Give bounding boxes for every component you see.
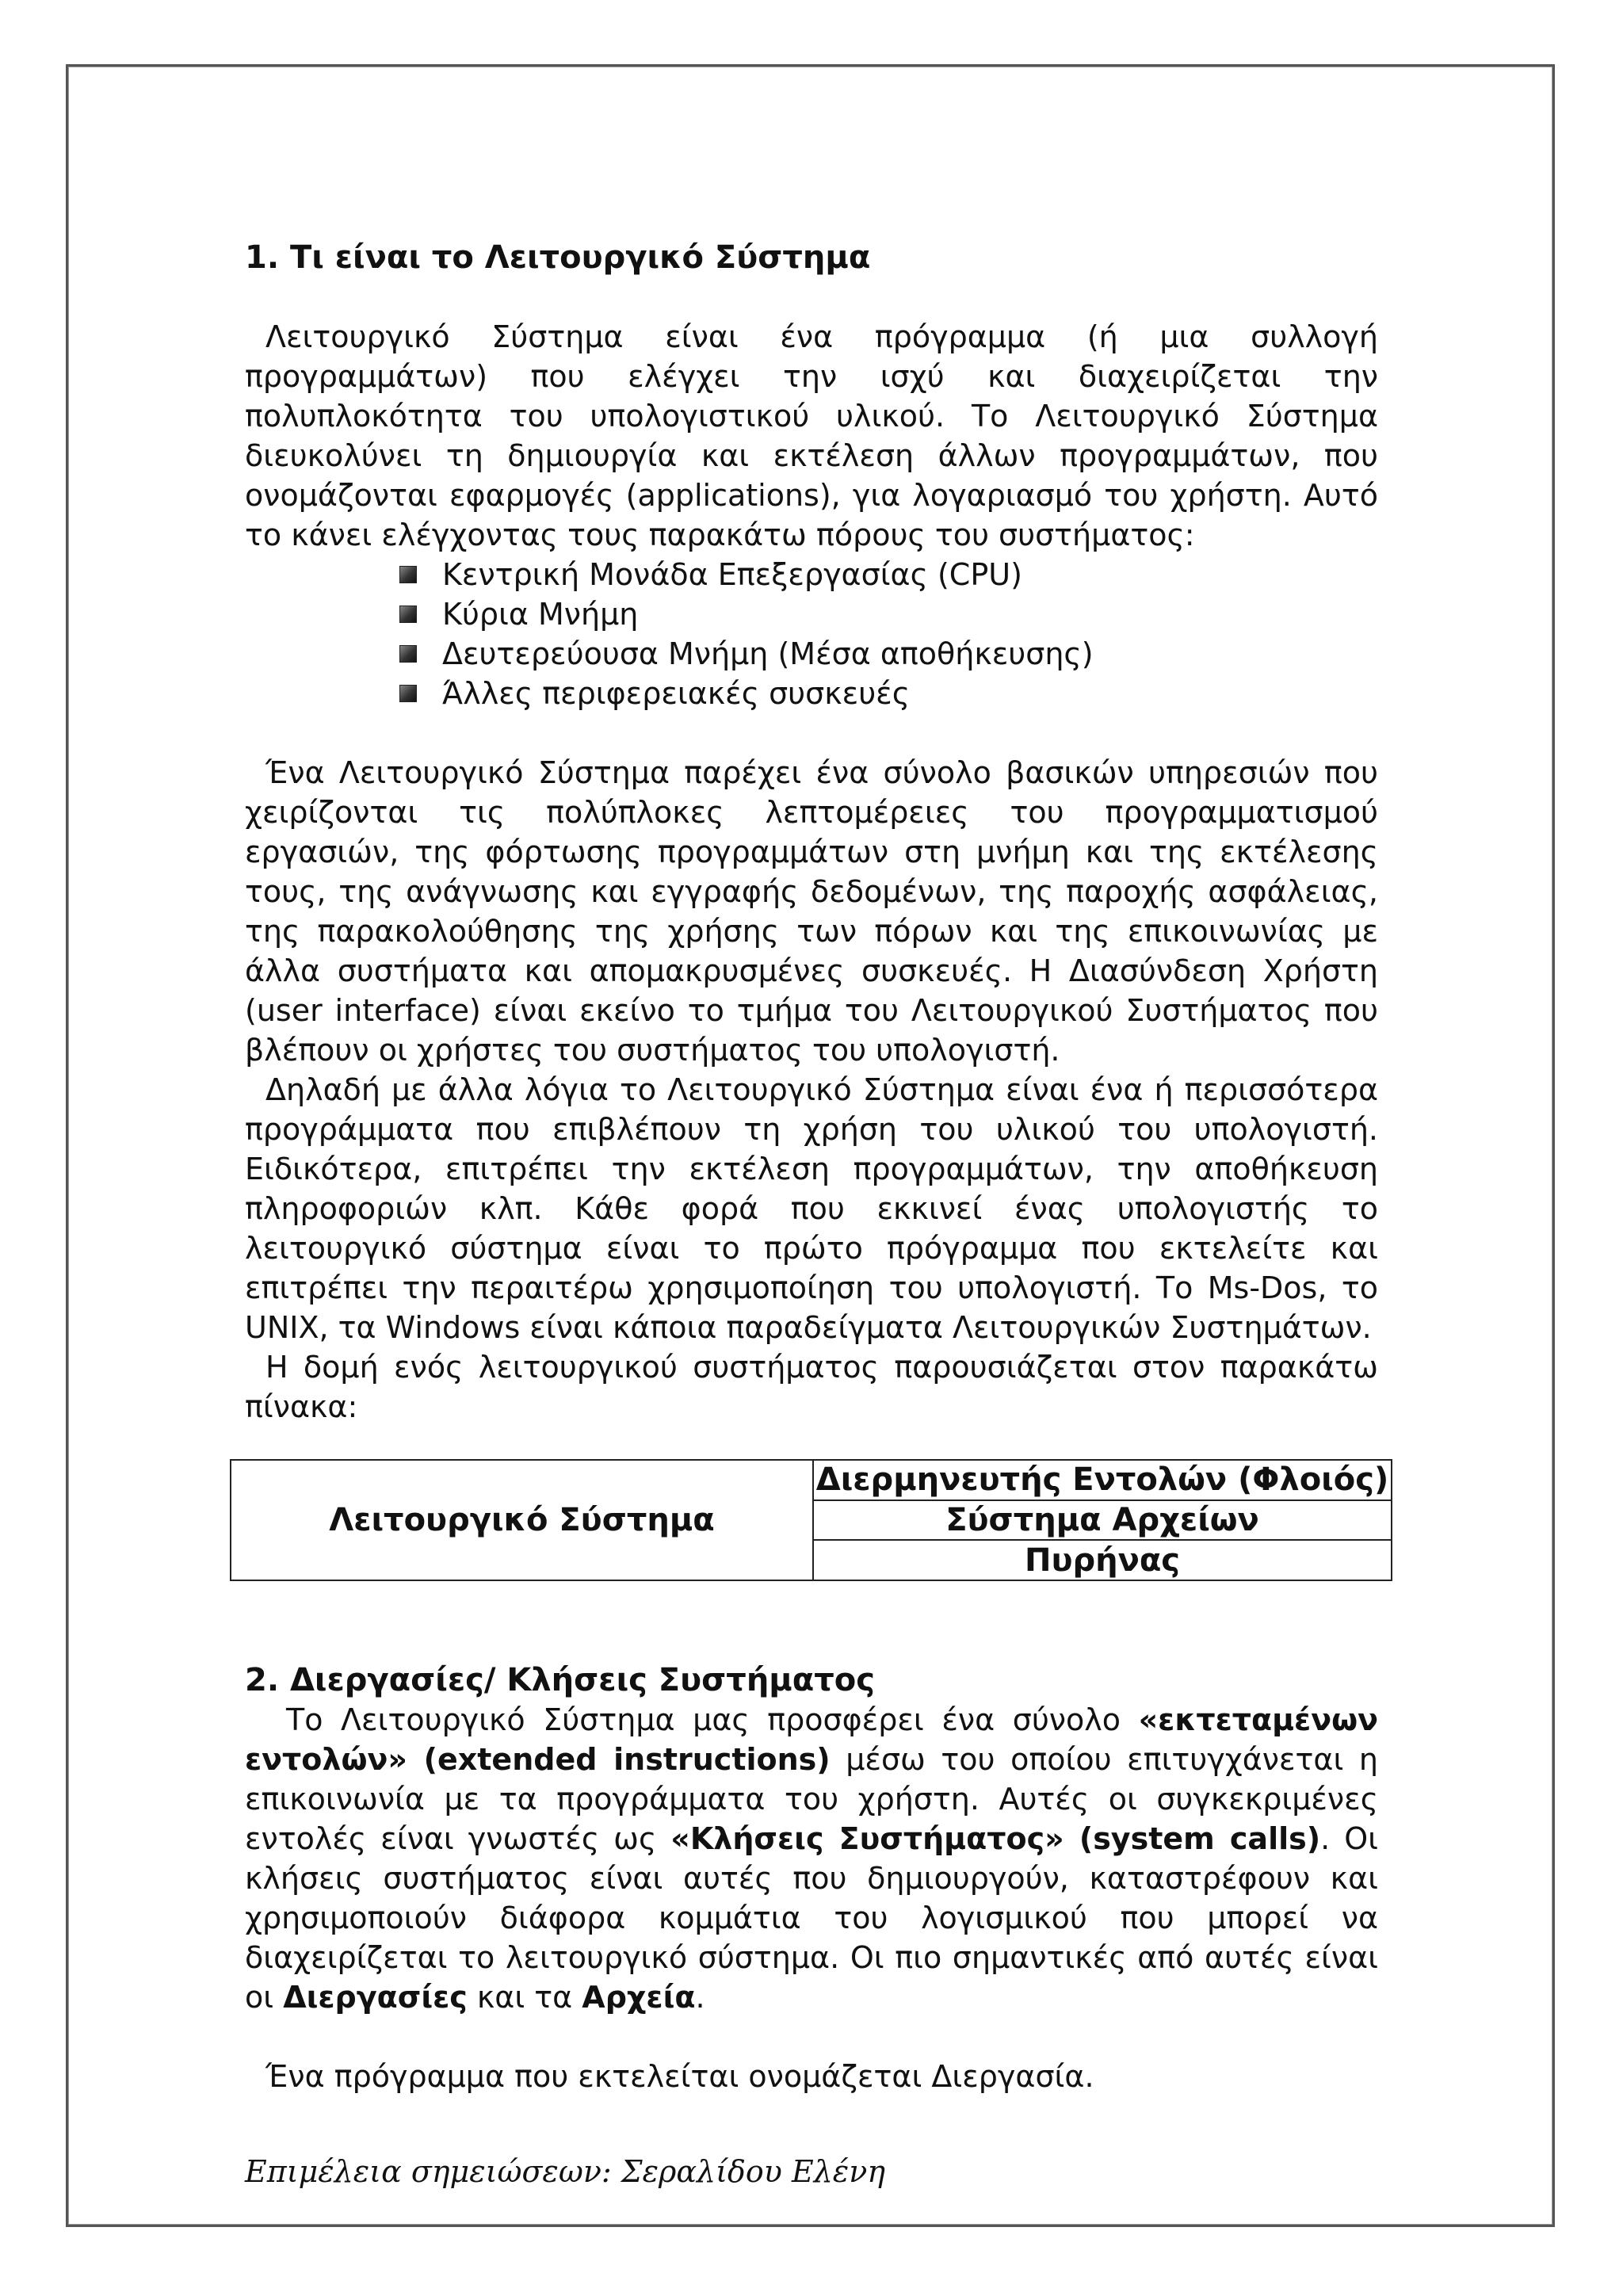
list-item: Άλλες περιφερειακές συσκευές <box>399 674 1378 713</box>
file-system-cell: Σύστημα Αρχείων <box>813 1500 1392 1541</box>
square-bullet-icon <box>399 685 417 702</box>
list-item: Δευτερεύουσα Μνήμη (Μέσα αποθήκευσης) <box>399 634 1378 674</box>
document-body <box>245 238 1378 1427</box>
os-structure-table <box>230 1459 1392 1581</box>
square-bullet-icon <box>399 606 417 623</box>
square-bullet-icon <box>399 566 417 583</box>
section-2 <box>245 1660 1378 2096</box>
section-1-paragraph-1: Λειτουργικό Σύστημα είναι ένα πρόγραμμα (ή μια συλλογή προγραμμάτων) που ελέγχει την ισχύ και διαχειρίζεται την πολυπλοκότητα του υπολογιστικού υλικού. Το Λειτουργικό Σύστημα διευκολύνει τη δημιουργία και εκτέλεση άλλων προγραμμάτων, που ονομάζονται εφαρμογές (applications), για λογαριασμό του χρήστη. Αυτό το κάνει ελέγχοντας τους παρακάτω πόρους του συστήματος: <box>245 319 1378 552</box>
section-1-paragraph-2: Ένα Λειτουργικό Σύστημα παρέχει ένα σύνολο βασικών υπηρεσιών που χειρίζονται τις πολύπλοκες λεπτομέρειες του προγραμματισμού εργασιών, της φόρτωσης προγραμμάτων στη μνήμη και της εκτέλεσης τους, της ανάγνωσης και εγγραφής δεδομένων, της παροχής ασφάλειας, της παρακολούθησης της χρήσης των πόρων και της επικοινωνίας με άλλα συστήματα και απομακρυσμένες συσκευές. Η Διασύνδεση Χρήστη (user interface) είναι εκείνο το τμήμα του Λειτουργικού Συστήματος που βλέπουν οι χρήστες του συστήματος του υπολογιστή. <box>245 755 1378 1068</box>
shell-cell: Διερμηνευτής Εντολών (Φλοιός) <box>813 1460 1392 1500</box>
resource-list <box>245 555 1378 713</box>
section-2-paragraph-1: Το Λειτουργικό Σύστημα μας προσφέρει ένα σύνολο «εκτεταμένων εντολών» (extended instructions) μέσω του οποίου επιτυγχάνεται η επικοινωνία με τα προγράμματα του χρήστη. Αυτές οι συγκεκριμένες εντολές είναι γνωστές ως «Κλήσεις Συστήματος» (system calls). Οι κλήσεις συστήματος είναι αυτές που δημιουργούν, καταστρέφουν και χρησιμοποιούν διάφορα κομμάτια του λογισμικού που μπορεί να διαχειρίζεται το λειτουργικό σύστημα. Οι πιο σημαντικές από αυτές είναι οι Διεργασίες και τα Αρχεία. <box>245 1702 1378 2015</box>
section-1-heading: 1. Τι είναι το Λειτουργικό Σύστημα <box>245 239 871 276</box>
list-item: Κύρια Μνήμη <box>399 594 1378 634</box>
kernel-cell: Πυρήνας <box>813 1540 1392 1580</box>
square-bullet-icon <box>399 645 417 663</box>
section-2-paragraph-2: Ένα πρόγραμμα που εκτελείται ονομάζεται Διεργασία. <box>265 2059 1094 2094</box>
section-1-paragraph-3: Δηλαδή με άλλα λόγια το Λειτουργικό Σύστημα είναι ένα ή περισσότερα προγράμματα που επιβλέπουν τη χρήση του υλικού του υπολογιστή. Ειδικότερα, επιτρέπει την εκτέλεση προγραμμάτων, την αποθήκευση πληροφοριών κλπ. Κάθε φορά που εκκινεί ένας υπολογιστής το λειτουργικό σύστημα είναι το πρώτο πρόγραμμα που εκτελείτε και επιτρέπει την περαιτέρω χρησιμοποίηση του υπολογιστή. Το Ms-Dos, το UNIX, τα Windows είναι κάποια παραδείγματα Λειτουργικών Συστημάτων. <box>245 1072 1378 1345</box>
os-label-cell: Λειτουργικό Σύστημα <box>231 1460 813 1580</box>
footer-credit: Επιμέλεια σημειώσεων: Σεραλίδου Ελένη <box>245 2154 886 2189</box>
list-item: Κεντρική Μονάδα Επεξεργασίας (CPU) <box>399 555 1378 594</box>
section-1-paragraph-4: Η δομή ενός λειτουργικού συστήματος παρουσιάζεται στον παρακάτω πίνακα: <box>245 1350 1378 1424</box>
section-2-heading: 2. Διεργασίες/ Κλήσεις Συστήματος <box>245 1662 875 1698</box>
